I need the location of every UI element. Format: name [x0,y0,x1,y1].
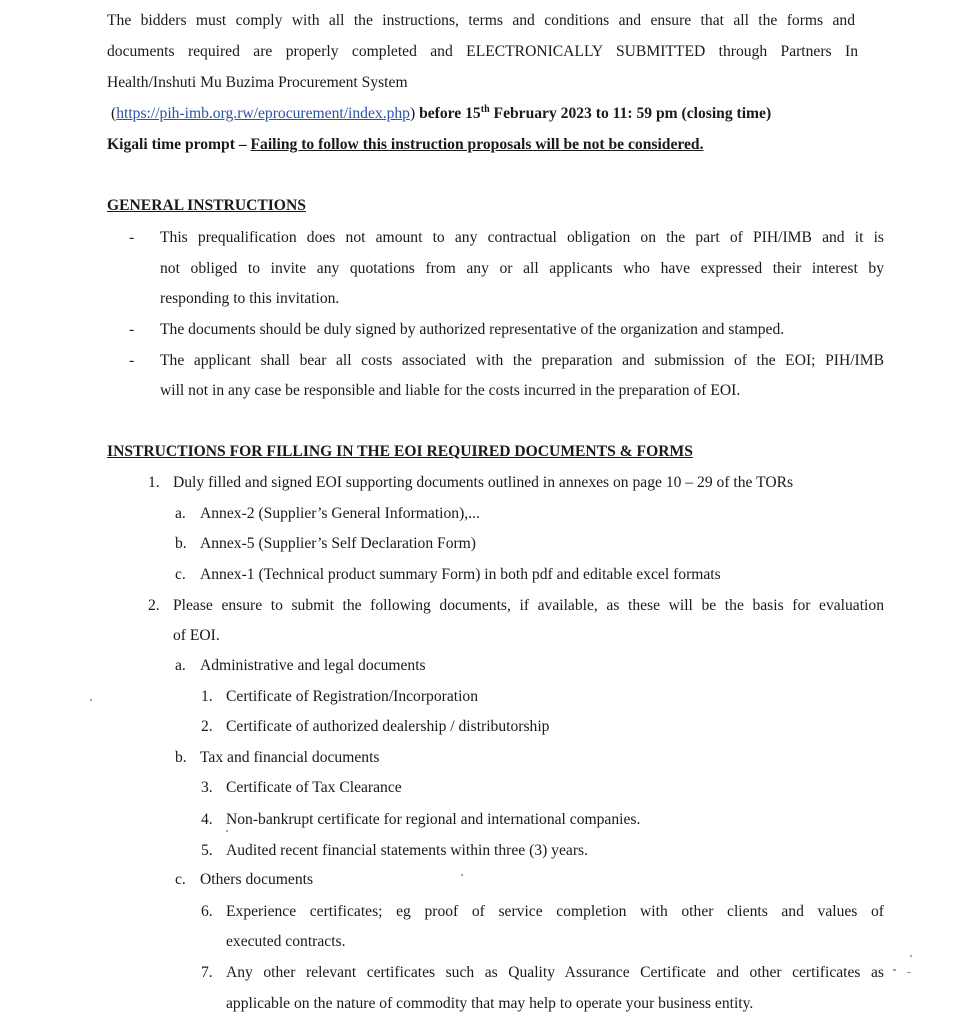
deadline-sup: th [480,104,490,115]
general-item-3-line-2: will not in any case be responsible and liable for the costs incurred in the preparation of EOI. [160,382,741,399]
list-number: 5. [201,842,213,859]
intro-line-1: The bidders must comply with all the instructions, terms and conditions and ensure that all the forms and [107,12,855,29]
eoi-instructions-heading: INSTRUCTIONS FOR FILLING IN THE EOI REQUIRED DOCUMENTS & FORMS [107,443,693,460]
scan-speck [893,969,896,971]
doc-other-certificates-line-2: applicable on the nature of commodity that may help to operate your business entity. [226,995,754,1012]
intro-warning-line [107,135,704,155]
general-instructions-heading: GENERAL INSTRUCTIONS [107,197,306,214]
scan-speck [226,830,228,832]
general-item-1-line-3: responding to this invitation. [160,290,340,307]
list-number: 7. [201,964,213,981]
eoi-item-1b: Annex-5 (Supplier’s Self Declaration Form) [200,535,477,552]
list-number: 1. [201,688,213,705]
scan-speck [907,972,911,973]
eoi-item-1c: Annex-1 (Technical product summary Form) in both pdf and editable excel formats [200,566,721,583]
paren-close: ) [409,105,416,122]
eoi-item-1: Duly filled and signed EOI supporting documents outlined in annexes on page 10 – 29 of the TORs [173,474,794,491]
deadline-suffix: February 2023 to 11: 59 pm (closing time) [489,105,772,122]
eoi-item-1a: Annex-2 (Supplier’s General Information),... [200,505,480,522]
scan-speck [90,699,92,701]
doc-experience-line-1: Experience certificates; eg proof of service completion with other clients and values of [226,903,884,920]
doc-registration-certificate: Certificate of Registration/Incorporation [226,688,479,705]
list-letter: c. [175,871,186,888]
deadline-prefix: before 15 [415,105,481,122]
doc-experience-line-2: executed contracts. [226,933,346,950]
doc-tax-clearance: Certificate of Tax Clearance [226,779,402,796]
scan-speck [461,874,463,876]
list-letter: c. [175,566,186,583]
category-administrative: Administrative and legal documents [200,657,426,674]
doc-dealership-certificate: Certificate of authorized dealership / distributorship [226,718,550,735]
doc-financial-statements: Audited recent financial statements within three (3) years. [226,842,588,859]
list-number: 4. [201,811,213,828]
general-item-1-line-2: not obliged to invite any quotations from any or all applicants who have expressed their interest by [160,260,884,277]
category-tax-financial: Tax and financial documents [200,749,380,766]
general-item-2: The documents should be duly signed by authorized representative of the organization and stamped. [160,321,785,338]
scan-speck [910,955,912,957]
bullet-dash: - [129,352,135,369]
list-letter: a. [175,505,186,522]
list-letter: a. [175,657,186,674]
bullet-dash: - [129,229,135,246]
eprocurement-link[interactable]: https://pih-imb.org.rw/eprocurement/index.php [116,105,410,122]
doc-non-bankrupt: Non-bankrupt certificate for regional and international companies. [226,811,641,828]
eoi-item-2-line-1: Please ensure to submit the following documents, if available, as these will be the basis for evaluation [173,597,884,614]
intro-line-2: documents required are properly completed and ELECTRONICALLY SUBMITTED through Partners In [107,43,858,60]
category-others: Others documents [200,871,314,888]
list-number: 2. [201,718,213,735]
list-number: 2. [148,597,160,614]
list-number: 1. [148,474,160,491]
doc-other-certificates-line-1: Any other relevant certificates such as Quality Assurance Certificate and other certificates as [226,964,884,981]
list-letter: b. [175,749,187,766]
intro-line-3: Health/Inshuti Mu Buzima Procurement System [107,74,408,91]
paren-open: ( [111,105,117,122]
warning-text: Failing to follow this instruction proposals will be not be considered. [250,136,704,153]
intro-deadline-line [111,104,771,124]
list-number: 3. [201,779,213,796]
general-item-3-line-1: The applicant shall bear all costs associated with the preparation and submission of the EOI; PIH/IMB [160,352,884,369]
list-letter: b. [175,535,187,552]
list-number: 6. [201,903,213,920]
bullet-dash: - [129,321,135,338]
general-item-1-line-1: This prequalification does not amount to any contractual obligation on the part of PIH/IMB and it is [160,229,884,246]
eoi-item-2-line-2: of EOI. [173,627,220,644]
timezone-prefix: Kigali time prompt – [107,136,251,153]
